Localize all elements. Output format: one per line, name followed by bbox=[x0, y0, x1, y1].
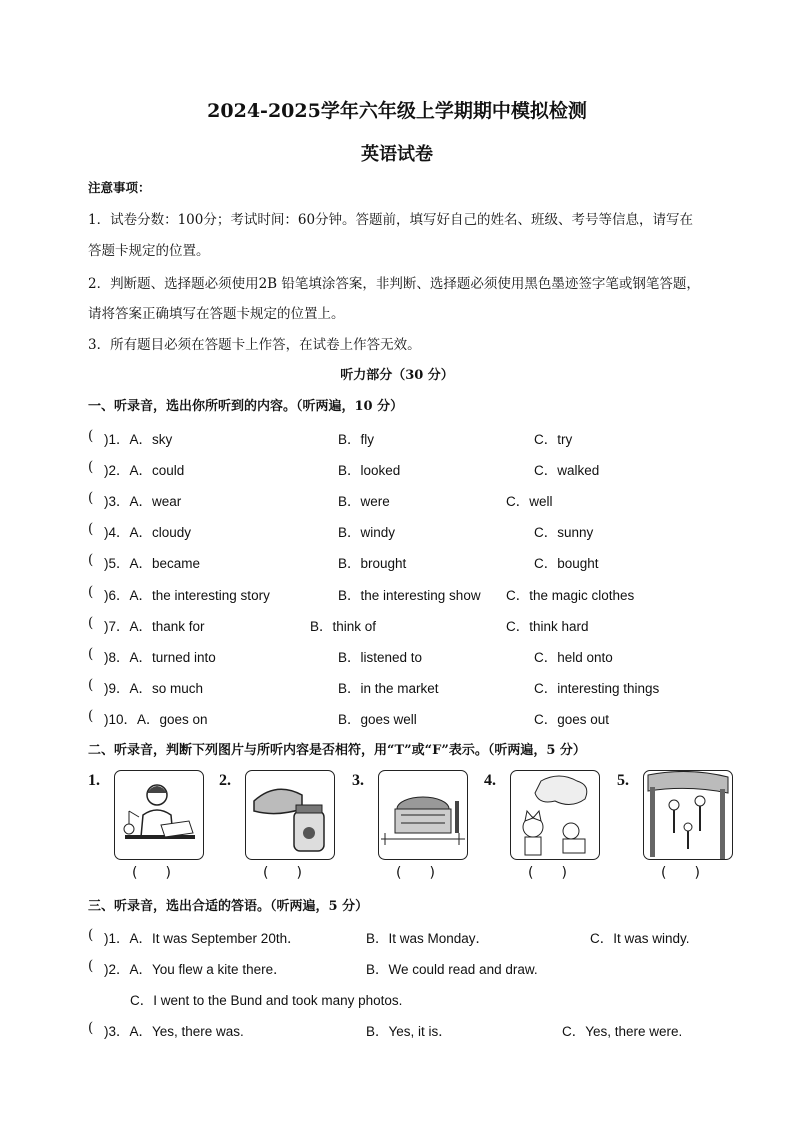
option-b: B．goes well bbox=[338, 712, 417, 727]
picture-number: 1. bbox=[88, 772, 100, 789]
answer-bracket[interactable]: ( bbox=[88, 459, 94, 475]
option-a: )8．A．turned into bbox=[104, 650, 216, 665]
question-row bbox=[88, 521, 728, 541]
section-2-heading: 二、听录音，判断下列图片与所听内容是否相符，用“T”或“F”表示。（听两遍，5 分） bbox=[88, 743, 586, 758]
question-row bbox=[88, 646, 728, 666]
answer-bracket[interactable]: ( bbox=[88, 552, 94, 568]
answer-bracket[interactable]: ( bbox=[88, 708, 94, 724]
question-row bbox=[88, 989, 728, 1009]
option-b: B．We could read and draw. bbox=[366, 962, 538, 977]
question-row bbox=[88, 428, 728, 448]
building-picture bbox=[378, 770, 468, 860]
option-c: C．bought bbox=[534, 556, 599, 571]
answer-bracket[interactable]: ( bbox=[88, 646, 94, 662]
family-picking-fruit-picture bbox=[643, 770, 733, 860]
option-c: C．held onto bbox=[534, 650, 613, 665]
notes-heading: 注意事项： bbox=[88, 180, 151, 195]
option-a: )1．A．It was September 20th． bbox=[104, 931, 301, 946]
picture-number: 2. bbox=[219, 772, 231, 789]
option-c: C．try bbox=[534, 432, 573, 447]
boy-drawing-picture bbox=[114, 770, 204, 860]
option-c: C．sunny bbox=[534, 525, 594, 540]
option-a: )6．A．the interesting story bbox=[104, 588, 270, 603]
note-1-line-2: 答题卡规定的位置。 bbox=[88, 243, 210, 259]
question-row bbox=[88, 552, 728, 572]
option-a: )3．A．wear bbox=[104, 494, 182, 509]
option-b: B．listened to bbox=[338, 650, 423, 665]
option-c: C．think hard bbox=[506, 619, 589, 634]
option-b: B．It was Monday． bbox=[366, 931, 490, 946]
question-row bbox=[88, 708, 728, 728]
picture-number: 4. bbox=[484, 772, 496, 789]
option-a: )1．A．sky bbox=[104, 432, 173, 447]
option-b: B．brought bbox=[338, 556, 407, 571]
option-c: C．the magic clothes bbox=[506, 588, 635, 603]
question-row bbox=[88, 584, 728, 604]
exam-subtitle: 英语试卷 bbox=[361, 144, 433, 165]
question-row bbox=[88, 459, 728, 479]
option-c: C．It was windy. bbox=[590, 931, 690, 946]
answer-bracket[interactable]: ( bbox=[88, 677, 94, 693]
part-title: 听力部分（30 分） bbox=[340, 368, 454, 383]
picture-number: 5. bbox=[617, 772, 629, 789]
answer-bracket[interactable]: ( bbox=[88, 615, 94, 631]
answer-bracket[interactable]: ( bbox=[88, 490, 94, 506]
answer-bracket[interactable]: ( bbox=[88, 1020, 94, 1036]
option-a: )9．A．so much bbox=[104, 681, 204, 696]
answer-bracket[interactable]: ( bbox=[88, 584, 94, 600]
option-a: )2．A．could bbox=[104, 463, 185, 478]
note-2-line-1: 2．判断题、选择题必须使用2B 铅笔填涂答案，非判断、选择题必须使用黑色墨迹签字笔或钢笔答题， bbox=[88, 276, 700, 292]
option-a: )5．A．became bbox=[104, 556, 201, 571]
option-b: B．in the market bbox=[338, 681, 439, 696]
option-b: B．windy bbox=[338, 525, 396, 540]
option-c: C．I went to the Bund and took many photos. bbox=[130, 993, 403, 1008]
question-row bbox=[88, 927, 728, 947]
question-row bbox=[88, 490, 728, 510]
note-1-line-1: 1．试卷分数：100分；考试时间：60分钟。答题前，填写好自己的姓名、班级、考号等信息，请写在 bbox=[88, 212, 694, 228]
note-3: 3．所有题目必须在答题卡上作答，在试卷上作答无效。 bbox=[88, 337, 421, 353]
option-a: )2．A．You flew a kite there． bbox=[104, 962, 287, 977]
option-b: B．looked bbox=[338, 463, 401, 478]
option-b: B．Yes, it is． bbox=[366, 1024, 452, 1039]
answer-blank[interactable]: ( ) bbox=[528, 865, 567, 881]
answer-bracket[interactable]: ( bbox=[88, 428, 94, 444]
option-b: B．fly bbox=[338, 432, 375, 447]
option-a: )3．A．Yes, there was. bbox=[104, 1024, 244, 1039]
question-row bbox=[88, 677, 728, 697]
option-a: )4．A．cloudy bbox=[104, 525, 192, 540]
option-c: C．well bbox=[506, 494, 553, 509]
option-a: )10．A．goes on bbox=[104, 712, 208, 727]
option-c: C．walked bbox=[534, 463, 600, 478]
question-row bbox=[88, 615, 728, 635]
option-b: B．the interesting show bbox=[338, 588, 481, 603]
option-b: B．were bbox=[338, 494, 390, 509]
answer-blank[interactable]: ( ) bbox=[661, 865, 700, 881]
bread-jam-picture bbox=[245, 770, 335, 860]
exam-title: 2024-2025学年六年级上学期期中模拟检测 bbox=[207, 100, 587, 122]
section-1-heading: 一、听录音，选出你所听到的内容。（听两遍，10 分） bbox=[88, 399, 404, 414]
answer-blank[interactable]: ( ) bbox=[132, 865, 171, 881]
answer-blank[interactable]: ( ) bbox=[263, 865, 302, 881]
option-c: C．goes out bbox=[534, 712, 610, 727]
picture-number: 3. bbox=[352, 772, 364, 789]
question-row bbox=[88, 958, 728, 978]
option-c: C．interesting things bbox=[534, 681, 660, 696]
answer-bracket[interactable]: ( bbox=[88, 927, 94, 943]
answer-bracket[interactable]: ( bbox=[88, 958, 94, 974]
section-3-heading: 三、听录音，选出合适的答语。（听两遍，5 分） bbox=[88, 899, 369, 914]
answer-bracket[interactable]: ( bbox=[88, 521, 94, 537]
option-a: )7．A．thank for bbox=[104, 619, 205, 634]
option-b: B．think of bbox=[310, 619, 377, 634]
option-c: C．Yes, there were. bbox=[562, 1024, 683, 1039]
cat-and-mouse-picture bbox=[510, 770, 600, 860]
picture-row bbox=[88, 770, 728, 880]
note-2-line-2: 请将答案正确填写在答题卡规定的位置上。 bbox=[88, 306, 345, 322]
question-row bbox=[88, 1020, 728, 1040]
answer-blank[interactable]: ( ) bbox=[396, 865, 435, 881]
